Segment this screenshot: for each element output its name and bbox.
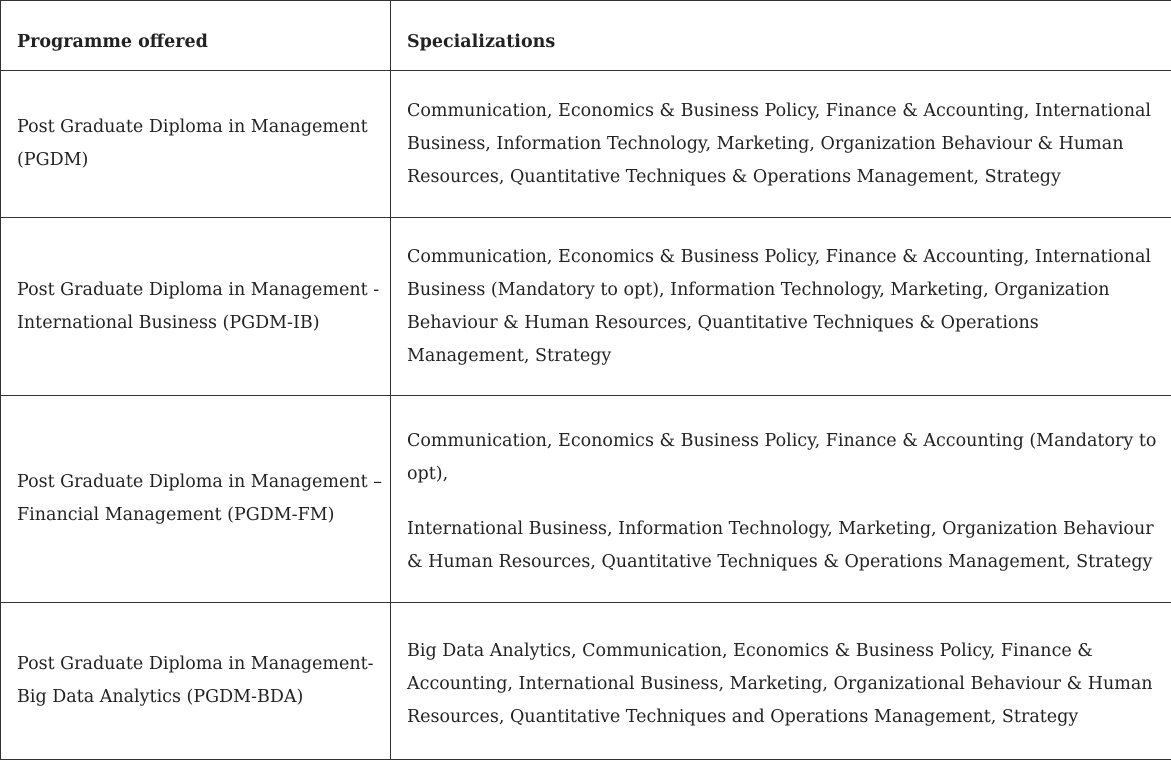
specializations-text: Communication, Economics & Business Policy, Finance & Accounting, International Business, Information Technology, Marketing, Organization Behaviour & Human Resources, Quantitative Techniques & Operations Management, Strategy [407, 95, 1163, 194]
specializations-cell [391, 603, 1171, 760]
specializations-cell [391, 396, 1171, 603]
header-programme-offered: Programme offered [1, 1, 391, 71]
table-row [1, 396, 1171, 603]
table-row [1, 218, 1171, 396]
programme-cell: Post Graduate Diploma in Management - International Business (PGDM-IB) [1, 218, 391, 396]
table-row [1, 603, 1171, 760]
specializations-text: Communication, Economics & Business Policy, Finance & Accounting, International Business (Mandatory to opt), Information Technology, Marketing, Organization Behaviour & Human Resources, Quantitative Techniques & Operations Management, Strategy [407, 241, 1163, 373]
specializations-cell [391, 218, 1171, 396]
specializations-text: Big Data Analytics, Communication, Economics & Business Policy, Finance & Accounting, International Business, Marketing, Organizational Behaviour & Human Resources, Quantitative Techniques and Operations Management, Strategy [407, 635, 1163, 734]
table-header-row [1, 1, 1171, 71]
programme-cell: Post Graduate Diploma in Management (PGDM) [1, 71, 391, 218]
specializations-text: International Business, Information Technology, Marketing, Organization Behaviour & Human Resources, Quantitative Techniques & Operations Management, Strategy [407, 513, 1163, 579]
header-specializations: Specializations [391, 1, 1171, 71]
programme-cell: Post Graduate Diploma in Management – Financial Management (PGDM-FM) [1, 396, 391, 603]
programme-cell: Post Graduate Diploma in Management- Big Data Analytics (PGDM-BDA) [1, 603, 391, 760]
specializations-text: Communication, Economics & Business Policy, Finance & Accounting (Mandatory to opt), [407, 425, 1163, 491]
specializations-cell [391, 71, 1171, 218]
table-row [1, 71, 1171, 218]
